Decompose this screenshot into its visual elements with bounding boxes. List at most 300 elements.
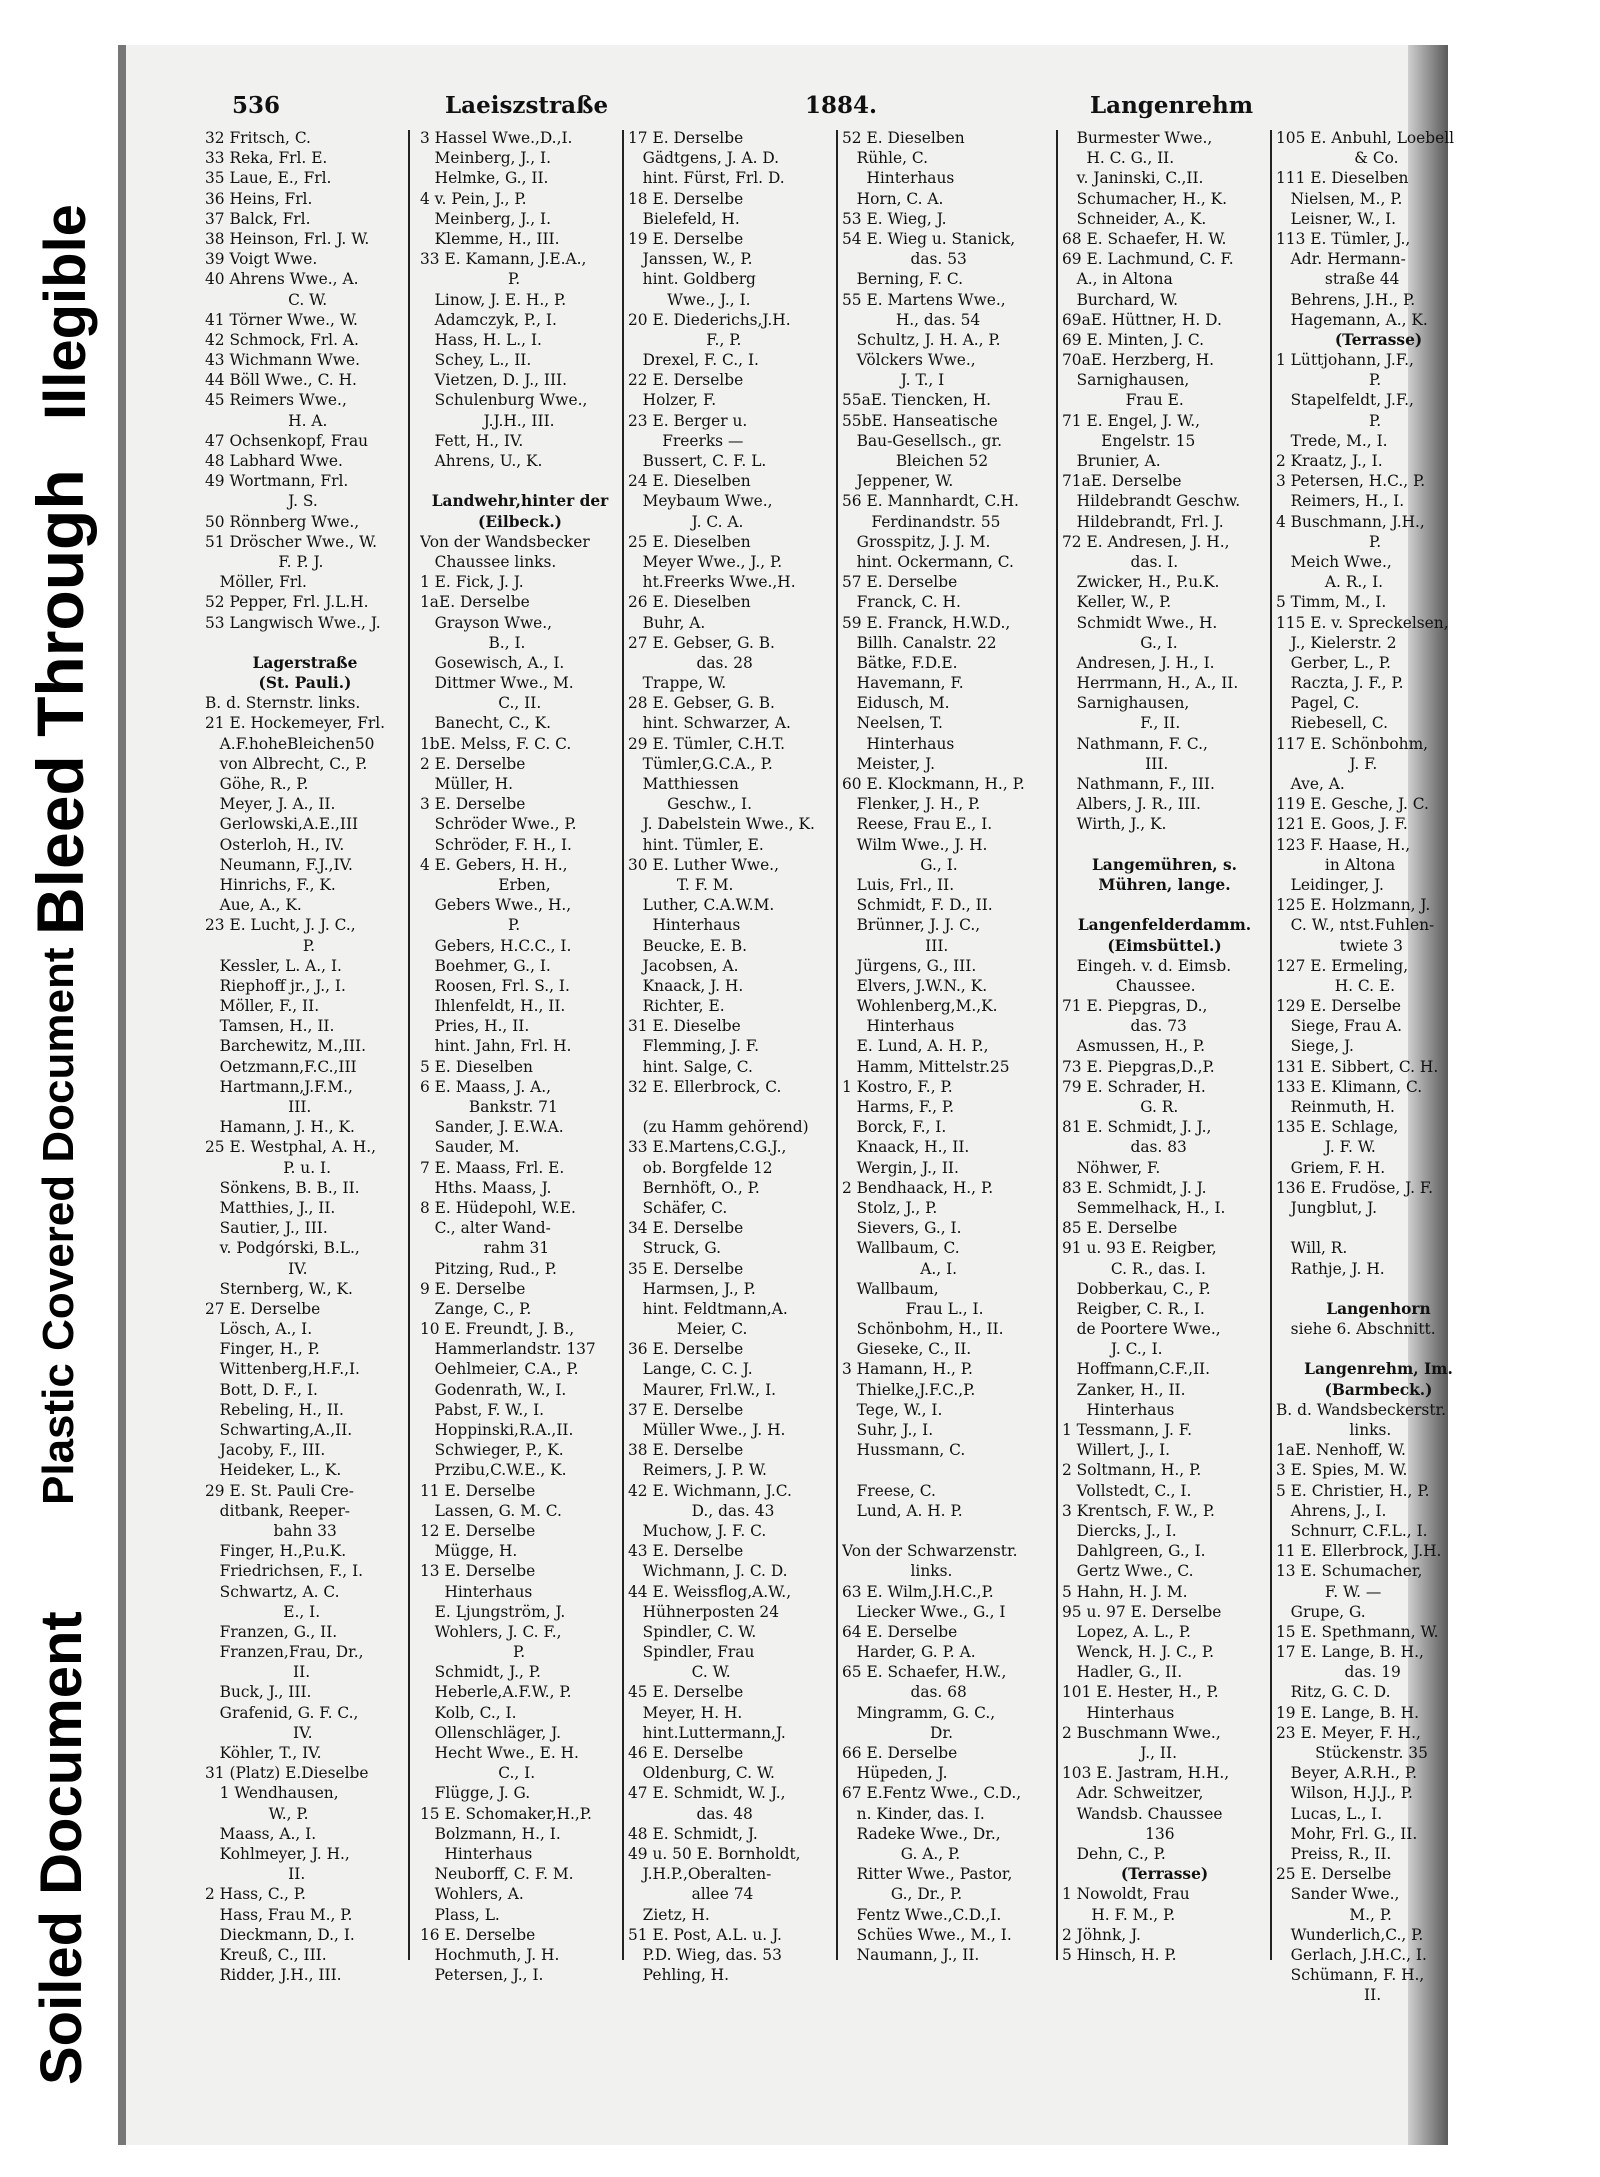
directory-line: Schey, L., II.	[420, 351, 532, 370]
directory-line: Meier, C.	[628, 1320, 748, 1339]
directory-line: 26 E. Dieselben	[628, 593, 751, 612]
directory-line: Ferdinandstr. 55	[842, 512, 1001, 531]
directory-line: Wwe., J., I.	[628, 290, 751, 309]
directory-line: 15 E. Schomaker,H.,P.	[420, 1804, 592, 1823]
directory-line: Hinterhaus	[1062, 1400, 1175, 1419]
directory-line: G., Dr., P.	[842, 1885, 963, 1904]
directory-line: bahn 33	[205, 1521, 337, 1540]
directory-line: Wirth, J., K.	[1062, 815, 1167, 834]
column-5	[1062, 128, 1267, 2078]
directory-line	[205, 633, 405, 653]
directory-line: Gertz Wwe., C.	[1062, 1562, 1194, 1581]
directory-line: B., I.	[420, 633, 526, 652]
directory-line: Eingeh. v. d. Eimsb.	[1062, 956, 1232, 975]
directory-line: Ihlenfeldt, H., II.	[420, 997, 566, 1016]
directory-line: Gosewisch, A., I.	[420, 653, 565, 672]
directory-line: 18 E. Derselbe	[628, 189, 744, 208]
directory-line: Maurer, Frl.W., I.	[628, 1380, 777, 1399]
directory-line: Gädtgens, J. A. D.	[628, 149, 780, 168]
directory-line: 37 E. Derselbe	[628, 1400, 744, 1419]
directory-line: Pitzing, Rud., P.	[420, 1259, 557, 1278]
directory-line: II.	[205, 1865, 306, 1884]
directory-line: Bankstr. 71	[420, 1098, 558, 1116]
street-heading-right: Langenrehm	[1090, 92, 1254, 119]
directory-line: Bielefeld, H.	[628, 209, 740, 228]
directory-line: C. W., ntst.Fuhlen-	[1276, 916, 1435, 935]
directory-line: 59 E. Franck, H.W.D.,	[842, 613, 1011, 632]
directory-line: v. Janinski, C.,II.	[1062, 169, 1204, 188]
directory-line: Von der Schwarzenstr.	[842, 1542, 1018, 1561]
directory-line: J. C., I.	[1062, 1340, 1163, 1359]
directory-line: 48 E. Schmidt, J.	[628, 1824, 758, 1843]
directory-line: Wittenberg,H.F.,I.	[205, 1360, 360, 1379]
directory-line: Möller, Frl.	[205, 573, 307, 592]
directory-line: Kohlmeyer, J. H.,	[205, 1844, 350, 1863]
directory-line: Borck, F., I.	[842, 1118, 947, 1137]
column-rule	[1270, 130, 1272, 1960]
directory-line: Kolb, C., I.	[420, 1703, 517, 1722]
directory-line: Ahrens, U., K.	[420, 452, 543, 470]
directory-line: 47 E. Schmidt, W. J.,	[628, 1784, 786, 1803]
directory-line: Bleichen 52	[842, 452, 989, 470]
directory-line: 23 E. Meyer, F. H.,	[1276, 1723, 1421, 1742]
directory-line: Helmke, G., II.	[420, 169, 549, 188]
directory-line: Ridder, J.H., III.	[205, 1966, 342, 1985]
directory-line: 53 Langwisch Wwe., J.	[205, 613, 381, 632]
directory-line: 1aE. Nenhoff, W.	[1276, 1441, 1406, 1460]
directory-line: C. W.	[628, 1663, 731, 1682]
directory-line: E. Lund, A. H. P.,	[842, 1037, 989, 1056]
directory-line: Hochmuth, J. H.	[420, 1945, 560, 1964]
directory-line: 34 E. Derselbe	[628, 1219, 744, 1238]
directory-line: Adr. Schweitzer,	[1062, 1784, 1204, 1803]
directory-line: Mohr, Frl. G., II.	[1276, 1824, 1418, 1843]
directory-line: Neuborff, C. F. M.	[420, 1865, 574, 1884]
directory-line: 45 Reimers Wwe.,	[205, 391, 347, 410]
directory-line: 39 Voigt Wwe.	[205, 250, 318, 269]
directory-line: Wallbaum, C.	[842, 1239, 960, 1258]
directory-line: Radeke Wwe., Dr.,	[842, 1824, 1001, 1843]
directory-line: Osterloh, H., IV.	[205, 835, 345, 854]
directory-line: 36 E. Derselbe	[628, 1340, 744, 1359]
directory-line: 117 E. Schönbohm,	[1276, 734, 1429, 753]
directory-line: Sarnighausen,	[1062, 371, 1190, 390]
directory-line: 133 E. Klimann, C.	[1276, 1077, 1423, 1096]
directory-line: G. R.	[1062, 1098, 1179, 1116]
directory-line: E. Ljungström, J.	[420, 1602, 566, 1621]
directory-line: Siege, Frau A.	[1276, 1017, 1403, 1036]
directory-line: 66 E. Derselbe	[842, 1744, 958, 1762]
directory-line: Neumann, F.J.,IV.	[205, 855, 353, 874]
directory-line: 13 E. Derselbe	[420, 1562, 536, 1581]
directory-line: hint. Goldberg	[628, 270, 756, 289]
directory-line: 23 E. Lucht, J. J. C.,	[205, 916, 356, 935]
directory-line: 54 E. Wieg u. Stanick,	[842, 229, 1016, 248]
directory-line: 127 E. Ermeling,	[1276, 956, 1409, 975]
directory-line: Herrmann, H., A., II.	[1062, 674, 1239, 693]
directory-line: Gieseke, C., II.	[842, 1340, 972, 1359]
directory-line: 44 Böll Wwe., C. H.	[205, 371, 357, 390]
directory-line: 1aE. Derselbe	[420, 593, 530, 612]
page-number: 536	[232, 92, 281, 119]
directory-line: J. F. W.	[1276, 1138, 1376, 1157]
directory-line: 2 Bendhaack, H., P.	[842, 1178, 994, 1197]
directory-line: 91 u. 93 E. Reigber,	[1062, 1239, 1217, 1258]
directory-line: 79 E. Schrader, H.	[1062, 1077, 1206, 1096]
directory-line: Dr.	[842, 1723, 953, 1742]
directory-line: Hinterhaus	[842, 1017, 955, 1036]
directory-line	[1276, 1218, 1481, 1238]
column-3	[628, 128, 833, 2078]
directory-line: Oehlmeier, C.A., P.	[420, 1360, 579, 1379]
directory-line: Reigber, C. R., I.	[1062, 1299, 1205, 1318]
directory-line: das. I.	[1062, 552, 1179, 571]
directory-line: 1 Kostro, F., P.	[842, 1077, 953, 1096]
directory-line: Thielke,J.F.C.,P.	[842, 1380, 976, 1399]
directory-line	[628, 1097, 833, 1117]
directory-line: Struck, G.	[628, 1239, 722, 1258]
directory-line: Hamm, Mittelstr.25	[842, 1057, 1010, 1076]
directory-line: F., II.	[1062, 714, 1181, 733]
directory-line: Adamczyk, P., I.	[420, 310, 557, 329]
directory-line: 3 Petersen, H.C., P.	[1276, 472, 1426, 491]
directory-line: 2 Soltmann, H., P.	[1062, 1461, 1202, 1480]
directory-line: 12 E. Derselbe	[420, 1521, 536, 1540]
directory-line: Pehling, H.	[628, 1966, 730, 1985]
scan-side-strip	[0, 0, 118, 2177]
directory-line: (Terrasse)	[1334, 330, 1423, 349]
directory-line: 42 E. Wichmann, J.C.	[628, 1481, 792, 1500]
directory-line: Pries, H., II.	[420, 1017, 530, 1036]
directory-line: Hoffmann,C.F.,II.	[1062, 1360, 1211, 1379]
directory-line: Wohlers, J. C. F.,	[420, 1622, 562, 1641]
directory-line: Hinterhaus	[1062, 1703, 1175, 1722]
directory-line: Havemann, F.	[842, 674, 964, 693]
directory-line: 71aE. Derselbe	[1062, 472, 1182, 491]
directory-line: 5 E. Dieselben	[420, 1057, 533, 1076]
directory-line: Jürgens, G., III.	[842, 956, 977, 975]
directory-line: Geschw., I.	[628, 795, 752, 814]
directory-line: Stapelfeldt, J.F.,	[1276, 391, 1414, 410]
directory-line: 111 E. Dieselben	[1276, 169, 1409, 188]
directory-line: Schües Wwe., M., I.	[842, 1925, 1012, 1944]
directory-line: 2 Buschmann Wwe.,	[1062, 1723, 1221, 1742]
directory-line: Elvers, J.W.N., K.	[842, 976, 988, 995]
directory-line: Wohlenberg,M.,K.	[842, 997, 998, 1016]
directory-line: Sander Wwe.,	[1276, 1885, 1400, 1904]
directory-line: J. Dabelstein Wwe., K.	[628, 815, 815, 834]
directory-line: Meinberg, J., I.	[420, 149, 551, 168]
directory-line: 29 E. St. Pauli Cre-	[205, 1481, 354, 1500]
directory-line: IV.	[205, 1723, 313, 1742]
directory-line: Schwarting,A.,II.	[205, 1421, 353, 1439]
directory-line: 95 u. 97 E. Derselbe	[1062, 1602, 1222, 1621]
directory-line: Zange, C., P.	[420, 1299, 532, 1318]
directory-line: Siege, J.	[1276, 1037, 1354, 1056]
directory-line: P.	[1276, 371, 1382, 390]
directory-line: allee 74	[628, 1885, 754, 1904]
directory-line: 9 E. Derselbe	[420, 1279, 526, 1298]
directory-line: Hinrichs, F., K.	[205, 875, 336, 894]
directory-line: Landwehr,hinter der	[431, 492, 609, 511]
directory-line: 24 E. Dieselben	[628, 472, 751, 491]
directory-line: Suhr, J., I.	[842, 1421, 934, 1439]
directory-line: hint. Feldtmann,A.	[628, 1299, 788, 1318]
directory-line: 46 E. Derselbe	[628, 1744, 744, 1762]
directory-line: 71 E. Engel, J. W.,	[1062, 411, 1200, 430]
directory-line: 21 E. Hockemeyer, Frl.	[205, 714, 386, 733]
directory-line: Sternberg, W., K.	[205, 1279, 353, 1298]
directory-line: J., Kielerstr. 2	[1276, 633, 1397, 652]
directory-line: M., P.	[1276, 1905, 1392, 1924]
directory-line: Lassen, G. M. C.	[420, 1501, 562, 1520]
directory-line: P.D. Wieg, das. 53	[628, 1945, 782, 1964]
directory-line: 38 Heinson, Frl. J. W.	[205, 229, 370, 248]
directory-line: Andresen, J. H., I.	[1062, 653, 1215, 672]
directory-line: Jacoby, F., III.	[205, 1441, 326, 1460]
directory-line: Sönkens, B. B., II.	[205, 1178, 360, 1197]
directory-line: Frau E.	[1062, 391, 1184, 410]
directory-line	[420, 471, 620, 491]
directory-line: Bätke, F.D.E.	[842, 653, 958, 672]
column-rule	[622, 130, 624, 1960]
directory-line: Sauder, M.	[420, 1138, 520, 1157]
directory-line: Gerlach, J.H.C., I.	[1276, 1945, 1427, 1964]
directory-line: 47 Ochsenkopf, Frau	[205, 431, 369, 450]
directory-line: 27 E. Gebser, G. B.	[628, 633, 775, 652]
directory-line: n. Kinder, das. I.	[842, 1804, 985, 1823]
directory-line: 51 E. Post, A.L. u. J.	[628, 1925, 782, 1944]
directory-line: Flemming, J. F.	[628, 1037, 759, 1056]
directory-line: de Poortere Wwe.,	[1062, 1320, 1221, 1339]
directory-line: Schwartz, A. C.	[205, 1582, 340, 1601]
directory-line: Schultz, J. H. A., P.	[842, 330, 1001, 349]
directory-line: Schneider, A., K.	[1062, 209, 1207, 228]
directory-line: Gerlowski,A.E.,III	[205, 815, 359, 834]
directory-line: Eidusch, M.	[842, 694, 950, 713]
directory-line: Hagemann, A., K.	[1276, 310, 1428, 329]
illegible-label: Illegible	[33, 204, 98, 420]
directory-line: 49 u. 50 E. Bornholdt,	[628, 1844, 801, 1863]
directory-line: 71 E. Piepgras, D.,	[1062, 997, 1208, 1016]
directory-line: Schönbohm, H., II.	[842, 1320, 1004, 1339]
directory-line: Schmidt, J., P.	[420, 1663, 541, 1682]
directory-line: Kessler, L. A., I.	[205, 956, 342, 975]
directory-line: Hecht Wwe., E. H.	[420, 1744, 579, 1762]
directory-line: 11 E. Derselbe	[420, 1481, 536, 1500]
directory-line: Banecht, C., K.	[420, 714, 551, 733]
directory-line: Harmsen, J., P.	[628, 1279, 756, 1298]
directory-line: Harms, F., P.	[842, 1098, 954, 1116]
street-heading-left: Laeiszstraße	[445, 92, 609, 119]
directory-line: J. F.	[1276, 754, 1378, 773]
directory-line: 17 E. Lange, B. H.,	[1276, 1643, 1424, 1662]
directory-line: Linow, J. E. H., P.	[420, 290, 567, 309]
directory-line: Reinmuth, H.	[1276, 1098, 1395, 1116]
directory-line: 44 E. Weissflog,A.W.,	[628, 1582, 792, 1601]
directory-line: 1 E. Fick, J. J.	[420, 573, 524, 592]
soiled-document-label: Soiled Document	[29, 1611, 94, 2085]
directory-line: 119 E. Gesche, J. C.	[1276, 795, 1429, 814]
directory-line: das. 73	[1062, 1017, 1187, 1036]
directory-line: J. C. A.	[628, 512, 744, 531]
directory-line: 115 E. v. Spreckelsen,	[1276, 613, 1449, 632]
directory-line: Grupe, G.	[1276, 1602, 1366, 1621]
directory-line: 43 Wichmann Wwe.	[205, 351, 360, 370]
column-rule	[408, 130, 410, 1960]
directory-line: Stückenstr. 35	[1276, 1744, 1428, 1762]
directory-line: 5 Timm, M., I.	[1276, 593, 1387, 612]
directory-line: P.	[1276, 532, 1382, 551]
directory-line: Wergin, J., II.	[842, 1158, 959, 1177]
directory-line: in Altona	[1276, 855, 1396, 874]
directory-line: Erben,	[420, 875, 551, 894]
directory-line: Möller, F., II.	[205, 997, 320, 1016]
directory-line: 68 E. Schaefer, H. W.	[1062, 229, 1227, 248]
directory-line: hint. Schwarzer, A.	[628, 714, 791, 733]
directory-line: III.	[1062, 754, 1169, 773]
directory-line: Semmelhack, H., I.	[1062, 1198, 1226, 1217]
directory-line: links.	[842, 1562, 953, 1581]
directory-line: Gebers, H.C.C., I.	[420, 936, 572, 955]
directory-line: 5 Hinsch, H. P.	[1062, 1945, 1177, 1964]
directory-line: Boehmer, G., I.	[420, 956, 551, 975]
directory-line: II.	[1276, 1986, 1382, 2005]
directory-line: B. d. Sternstr. links.	[205, 694, 361, 713]
directory-line: Mingramm, G. C.,	[842, 1703, 996, 1722]
directory-line: Sander, J. E.W.A.	[420, 1118, 564, 1137]
directory-line: Mügge, H.	[420, 1542, 518, 1561]
directory-line: Wandsb. Chaussee	[1062, 1804, 1223, 1823]
directory-line: Matthies, J., II.	[205, 1198, 336, 1217]
directory-line: 121 E. Goos, J. F.	[1276, 815, 1408, 834]
directory-line: Ave, A.	[1276, 775, 1345, 793]
directory-line: 3 E. Spies, M. W.	[1276, 1461, 1408, 1480]
directory-line: Schulenburg Wwe.,	[420, 391, 588, 410]
directory-line: F., P.	[628, 330, 742, 349]
directory-line: P. u. I.	[205, 1158, 331, 1177]
directory-line: 19 E. Derselbe	[628, 229, 744, 248]
directory-line: 64 E. Derselbe	[842, 1622, 958, 1641]
directory-line: 136	[1062, 1824, 1175, 1843]
directory-line: Rathje, J. H.	[1276, 1259, 1385, 1278]
directory-line: Vietzen, D. J., III.	[420, 371, 568, 390]
directory-line: hint. Salge, C.	[628, 1057, 753, 1076]
directory-line: II.	[205, 1663, 311, 1682]
directory-line: Sievers, G., I.	[842, 1219, 962, 1238]
directory-line: Beucke, E. B.	[628, 936, 748, 955]
directory-line: Wohlers, A.	[420, 1885, 524, 1904]
directory-line: 70aE. Herzberg, H.	[1062, 351, 1215, 370]
directory-line: Roosen, Frl. S., I.	[420, 976, 570, 995]
directory-line: Jacobsen, A.	[628, 956, 739, 975]
directory-line: 5 Hahn, H. J. M.	[1062, 1582, 1188, 1601]
directory-line: Freese, C.	[842, 1481, 936, 1500]
directory-line: Schäfer, C.	[628, 1198, 728, 1217]
directory-line: Hinterhaus	[420, 1582, 533, 1601]
directory-line: Neelsen, T.	[842, 714, 943, 733]
directory-line: Hildebrandt Geschw.	[1062, 492, 1241, 511]
directory-line: ht.Freerks Wwe.,H.	[628, 573, 796, 592]
directory-line: Meich Wwe.,	[1276, 552, 1392, 571]
directory-line: Meyer Wwe., J., P.	[628, 552, 783, 571]
directory-line: 129 E. Derselbe	[1276, 997, 1401, 1016]
directory-line: Matthiessen	[628, 775, 739, 793]
directory-line: Köhler, T., IV.	[205, 1744, 322, 1762]
directory-line: Griem, F. H.	[1276, 1158, 1386, 1177]
directory-line: C. R., das. I.	[1062, 1259, 1206, 1278]
directory-line: Hadler, G., II.	[1062, 1663, 1183, 1682]
directory-line: Asmussen, H., P.	[1062, 1037, 1206, 1056]
directory-line: Raczta, J. F., P.	[1276, 674, 1404, 693]
directory-line: das. 83	[1062, 1138, 1187, 1157]
directory-line: 28 E. Gebser, G. B.	[628, 694, 775, 713]
directory-line: Hartmann,J.F.M.,	[205, 1077, 353, 1096]
directory-line: Schmidt Wwe., H.	[1062, 613, 1218, 632]
directory-line: Billh. Canalstr. 22	[842, 633, 997, 652]
directory-line: Preiss, R., II.	[1276, 1844, 1392, 1863]
directory-line: Nöhwer, F.	[1062, 1158, 1161, 1177]
directory-line: 33 Reka, Frl. E.	[205, 149, 328, 168]
directory-line: 20 E. Diederichs,J.H.	[628, 310, 791, 329]
directory-line: Przibu,C.W.E., K.	[420, 1461, 567, 1480]
directory-line: 36 Heins, Frl.	[205, 189, 313, 208]
directory-line: 55 E. Martens Wwe.,	[842, 290, 1006, 309]
directory-line: Oldenburg, C. W.	[628, 1764, 775, 1783]
directory-line: Finger, H., P.	[205, 1340, 320, 1359]
directory-line: Aue, A., K.	[205, 896, 302, 915]
directory-line: hint. Fürst, Frl. D.	[628, 169, 785, 188]
directory-line: von Albrecht, C., P.	[205, 754, 368, 773]
directory-line: Barchewitz, M.,III.	[205, 1037, 367, 1056]
directory-line: Behrens, J.H., P.	[1276, 290, 1416, 309]
directory-line: Spindler, C. W.	[628, 1622, 757, 1641]
directory-line: das. 28	[628, 653, 753, 672]
directory-line: Fentz Wwe.,C.D.,I.	[842, 1905, 1002, 1924]
directory-line: 25 E. Derselbe	[1276, 1865, 1392, 1884]
directory-line: A.F.hoheBleichen50	[205, 734, 375, 753]
directory-line: 3 Hamann, H., P.	[842, 1360, 973, 1379]
directory-line: Riebesell, C.	[1276, 714, 1389, 733]
directory-line: Flenker, J. H., P.	[842, 795, 981, 814]
directory-line: Buck, J., III.	[205, 1683, 312, 1702]
directory-line: Plass, L.	[420, 1905, 500, 1924]
directory-line: Grayson Wwe.,	[420, 613, 553, 632]
directory-line: Rebeling, H., II.	[205, 1400, 344, 1419]
directory-line: 35 Laue, E., Frl.	[205, 169, 332, 188]
directory-line: 69 E. Minten, J. C.	[1062, 330, 1204, 349]
directory-line: hint. Tümler, E.	[628, 835, 764, 854]
directory-line: 43 E. Derselbe	[628, 1542, 744, 1561]
directory-line: Ollenschläger, J.	[420, 1723, 561, 1742]
directory-line: das. 19	[1276, 1663, 1401, 1682]
directory-line: H. A.	[205, 411, 328, 430]
directory-line: Adr. Hermann-	[1276, 250, 1406, 269]
directory-line: Fett, H., IV.	[420, 431, 524, 450]
directory-line: Jeppener, W.	[842, 472, 954, 491]
directory-line: 33 E.Martens,C.G.J.,	[628, 1138, 787, 1157]
directory-line: Bernhöft, O., P.	[628, 1178, 760, 1197]
directory-line: Langenfelderdamm.	[1077, 916, 1252, 935]
directory-line: Franzen,Frau, Dr.,	[205, 1643, 364, 1662]
directory-line: W., P.	[205, 1804, 309, 1823]
directory-line: Hinterhaus	[842, 734, 955, 753]
directory-line	[1062, 835, 1267, 855]
directory-line: Dehn, C., P.	[1062, 1844, 1166, 1863]
directory-line: straße 44	[1276, 270, 1400, 289]
directory-line: Stolz, J., P.	[842, 1198, 938, 1217]
directory-line: Richter, E.	[628, 997, 725, 1016]
